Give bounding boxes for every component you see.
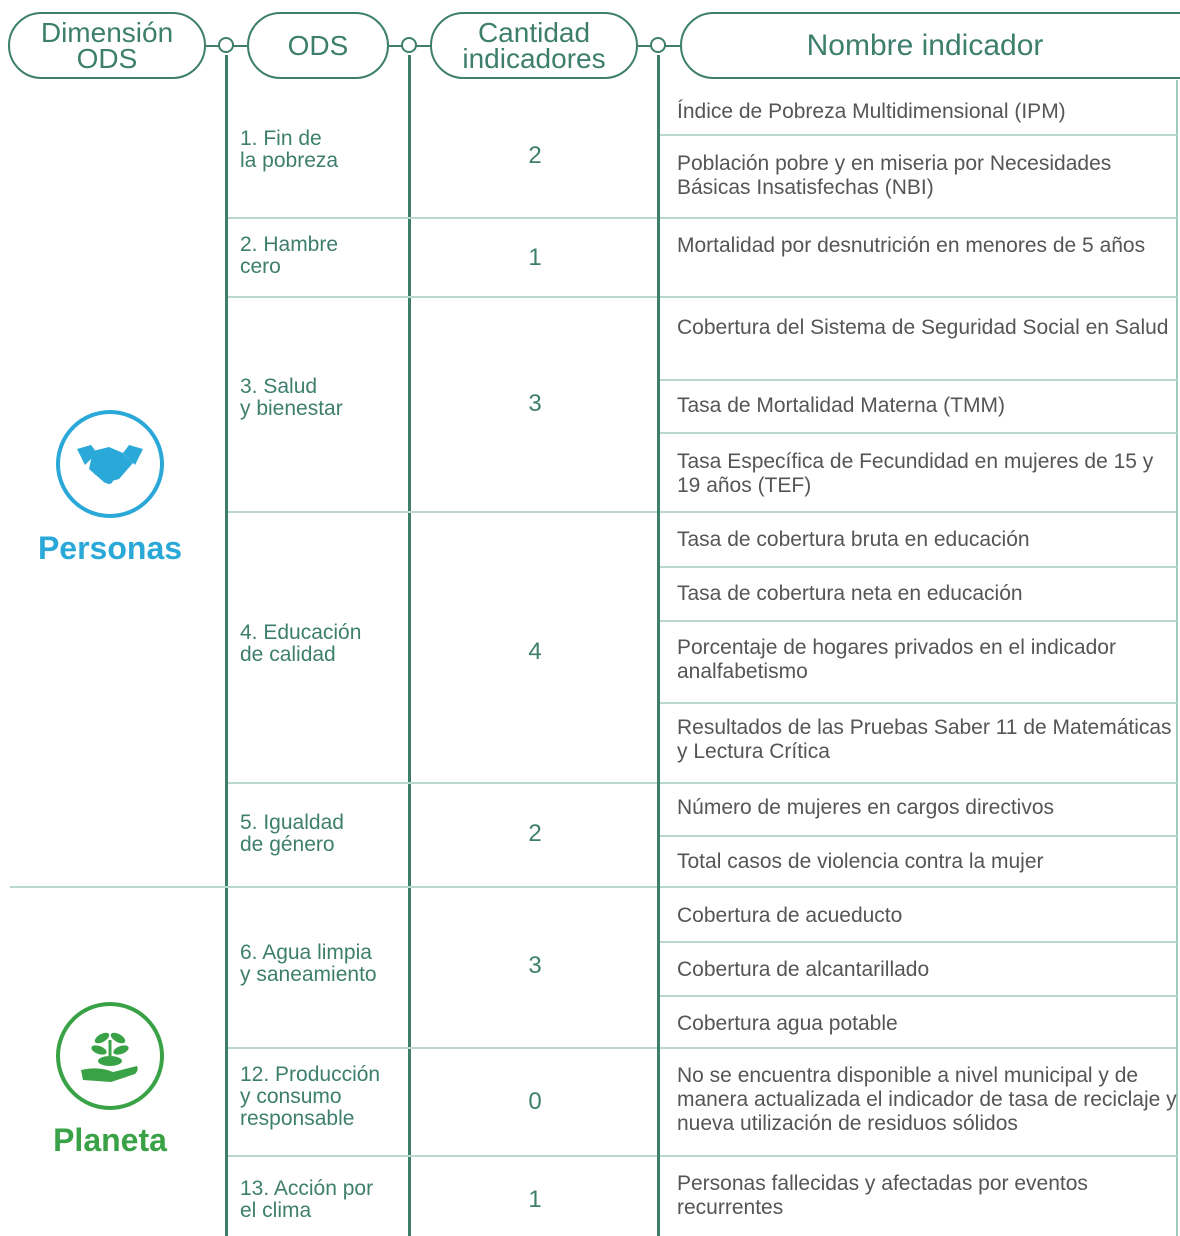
indicator-separator — [660, 886, 1177, 888]
indicator-separator — [660, 1047, 1177, 1049]
indicator-separator — [660, 379, 1177, 381]
indicator-separator — [660, 296, 1177, 298]
ods-count: 1 — [528, 1186, 542, 1213]
ods-label — [240, 942, 410, 986]
indicator-text: Cobertura de acueducto — [677, 904, 903, 927]
ods-label-line: y consumo — [240, 1085, 342, 1108]
indicator-text: Mortalidad por desnutrición en menores de 5 años — [677, 234, 1146, 257]
row-separator — [228, 1047, 657, 1049]
indicator-separator — [660, 995, 1177, 997]
header-indicator-name — [680, 12, 1180, 79]
indicator-separator — [660, 566, 1177, 568]
dimension-planeta — [20, 1002, 200, 1159]
indicator-text: Índice de Pobreza Multidimensional (IPM) — [677, 100, 1066, 123]
indicator-text: Personas fallecidas y afectadas por eventos recurrentes — [677, 1172, 1088, 1219]
ods-label — [240, 622, 410, 666]
header-dimension-line1: Dimensión — [40, 16, 174, 48]
indicator-separator — [660, 134, 1177, 136]
indicator-text: Porcentaje de hogares privados en el indicador analfabetismo — [677, 636, 1116, 683]
ods-label — [240, 1178, 410, 1222]
header-dimension — [8, 12, 206, 79]
row-separator — [228, 782, 657, 784]
connector-ring — [218, 37, 234, 53]
indicator-separator — [660, 511, 1177, 513]
indicator-separator — [660, 432, 1177, 434]
ods-label — [240, 128, 410, 172]
ods-count: 1 — [528, 244, 542, 271]
header-quantity — [430, 12, 638, 79]
row-separator — [228, 1155, 657, 1157]
ods-label-line: 2. Hambre — [240, 233, 339, 256]
indicator-separator — [660, 941, 1177, 943]
ods-label-line: 12. Producción — [240, 1063, 381, 1086]
indicator-text: Cobertura del Sistema de Seguridad Social en Salud — [677, 316, 1169, 339]
ods-label-line: 5. Igualdad — [240, 811, 344, 834]
indicator-separator — [660, 782, 1177, 784]
indicator-separator — [660, 217, 1177, 219]
indicator-text: Cobertura de alcantarillado — [677, 958, 930, 981]
ods-label-line: de género — [240, 833, 335, 856]
ods-label-line: de calidad — [240, 643, 336, 666]
ods-label — [240, 1064, 410, 1130]
header-quantity-line2: indicadores — [462, 42, 606, 74]
column-divider — [225, 55, 228, 1236]
ods-count: 0 — [528, 1088, 542, 1115]
column-divider — [657, 55, 660, 1236]
ods-label — [240, 812, 410, 856]
header-ods-label: ODS — [287, 29, 349, 61]
indicator-separator — [660, 620, 1177, 622]
ods-label-line: 1. Fin de — [240, 127, 322, 150]
ods-count: 2 — [528, 820, 542, 847]
indicator-text: Resultados de las Pruebas Saber 11 de Matemáticas y Lectura Crítica — [677, 716, 1172, 763]
ods-label — [240, 376, 410, 420]
indicator-text: Tasa Específica de Fecundidad en mujeres de 15 y 19 años (TEF) — [677, 450, 1154, 497]
header-ods — [247, 12, 389, 79]
indicator-text: Número de mujeres en cargos directivos — [677, 796, 1054, 819]
handshake-icon — [56, 410, 164, 518]
dimension-name: Personas — [37, 530, 183, 566]
ods-label-line: cero — [240, 255, 281, 278]
ods-label — [240, 234, 410, 278]
header-indicator-name-label: Nombre indicador — [806, 28, 1044, 62]
indicator-text: Población pobre y en miseria por Necesidades Básicas Insatisfechas (NBI) — [677, 152, 1112, 199]
row-separator — [228, 511, 657, 513]
header-quantity-line1: Cantidad — [477, 16, 591, 48]
indicator-text: Tasa de Mortalidad Materna (TMM) — [677, 394, 1005, 417]
dimension-personas — [20, 410, 200, 567]
ods-count: 4 — [528, 638, 542, 665]
ods-label-line: la pobreza — [240, 149, 339, 172]
connector-ring — [401, 37, 417, 53]
dimension-name: Planeta — [53, 1122, 167, 1158]
ods-count: 2 — [528, 142, 542, 169]
ods-count: 3 — [528, 390, 542, 417]
indicator-text: Total casos de violencia contra la mujer — [677, 850, 1044, 873]
ods-label-line: responsable — [240, 1107, 355, 1130]
connector-ring — [650, 37, 666, 53]
header-dimension-line2: ODS — [76, 42, 138, 74]
indicator-text: Cobertura agua potable — [677, 1012, 898, 1035]
ods-label-line: 4. Educación — [240, 621, 362, 644]
indicator-separator — [660, 1155, 1177, 1157]
ods-count: 3 — [528, 952, 542, 979]
ods-label-line: 3. Salud — [240, 375, 318, 398]
row-separator — [228, 217, 657, 219]
indicator-text: Tasa de cobertura neta en educación — [677, 582, 1023, 605]
indicator-text: Tasa de cobertura bruta en educación — [677, 528, 1030, 551]
indicator-separator — [660, 835, 1177, 837]
row-separator — [228, 296, 657, 298]
ods-label-line: el clima — [240, 1199, 312, 1222]
ods-label-line: y saneamiento — [240, 963, 377, 986]
indicator-separator — [660, 702, 1177, 704]
indicator-text: No se encuentra disponible a nivel municipal y de manera actualizada el indicador de tasa de reciclaje y nueva utilización de residuos sólidos — [677, 1064, 1177, 1135]
ods-label-line: 6. Agua limpia — [240, 941, 372, 964]
dimension-separator — [10, 886, 657, 888]
plant-in-hand-icon — [56, 1002, 164, 1110]
ods-label-line: 13. Acción por — [240, 1177, 374, 1200]
ods-label-line: y bienestar — [240, 397, 343, 420]
